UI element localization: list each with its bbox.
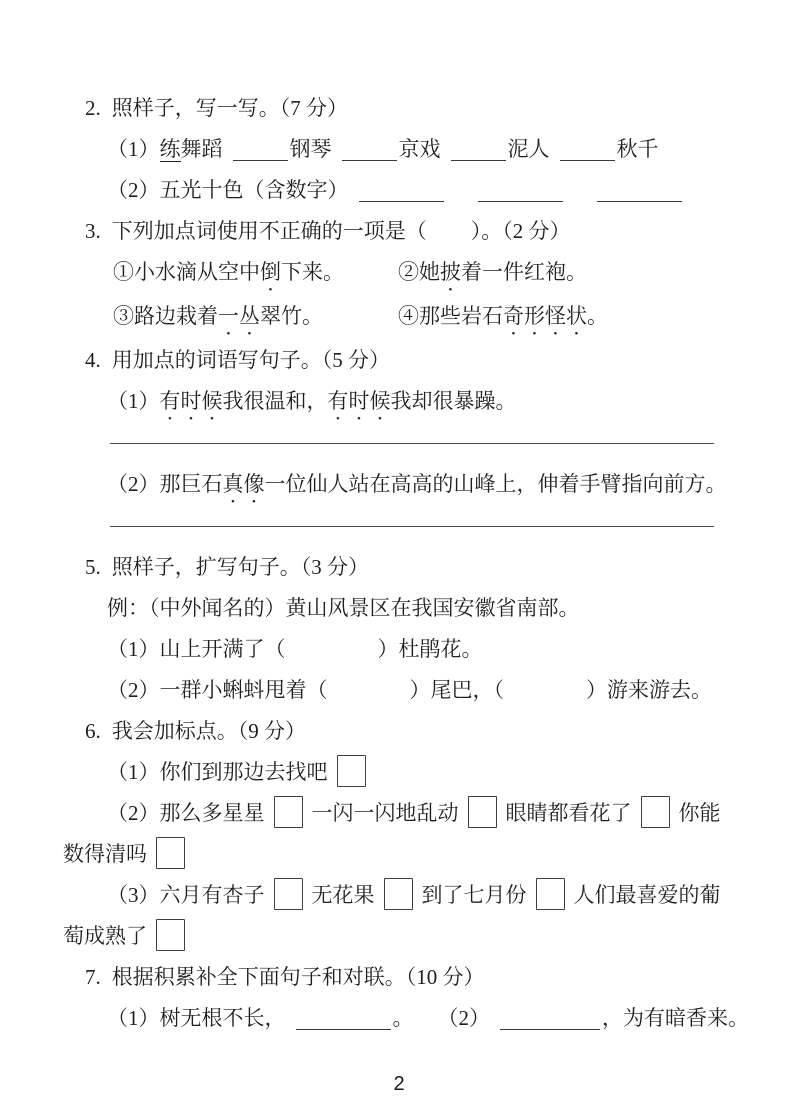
question-sub-item-line bbox=[0, 793, 798, 834]
answer-blank-line bbox=[500, 1005, 600, 1030]
text-segment: ②她 bbox=[398, 260, 440, 284]
emphasis-dotted-text: 奇形怪状 bbox=[503, 304, 587, 328]
question-sub-item-line bbox=[0, 875, 798, 916]
text-segment: （2）五光十色（含数字） bbox=[107, 178, 349, 202]
text-segment: ①小水滴从空中 bbox=[113, 260, 260, 284]
question-title-line bbox=[0, 340, 798, 381]
option-cell bbox=[113, 252, 398, 296]
paren-answer-gap bbox=[446, 187, 468, 197]
text-segment: 例：（中外闻名的）黄山风景区在我国安徽省南部。 bbox=[107, 596, 580, 620]
option-cell bbox=[113, 296, 398, 340]
text-segment: 到了七月份 bbox=[421, 883, 527, 907]
question-sub-item-line bbox=[0, 129, 798, 170]
text-segment: 我很温和， bbox=[222, 389, 328, 413]
text-segment: 数得清吗 bbox=[63, 842, 147, 866]
text-segment: （1） bbox=[107, 389, 160, 413]
question-sub-item-line bbox=[0, 464, 798, 508]
question-sub-item-line bbox=[0, 381, 798, 425]
punctuation-answer-box bbox=[156, 919, 185, 951]
text-segment: （2）一群小蝌蚪甩着（ bbox=[107, 678, 328, 702]
question-number: 5. bbox=[85, 555, 101, 579]
handwriting-answer-rule bbox=[110, 508, 714, 527]
text-segment: ）尾巴，（ bbox=[409, 678, 504, 702]
punctuation-answer-box bbox=[641, 796, 670, 828]
answer-blank-line bbox=[478, 177, 563, 202]
emphasis-dotted-text: 真像 bbox=[222, 472, 265, 496]
question-title-line bbox=[0, 211, 798, 252]
text-segment: 翠竹。 bbox=[260, 304, 323, 328]
punctuation-answer-box bbox=[337, 755, 366, 787]
punctuation-answer-box bbox=[156, 837, 185, 869]
paren-answer-gap bbox=[328, 687, 410, 697]
paren-answer-gap bbox=[414, 1015, 438, 1025]
answer-blank-line bbox=[359, 177, 444, 202]
question-sub-item-line bbox=[0, 629, 798, 670]
text-segment: （1）树无根不长， bbox=[107, 1006, 286, 1030]
question-sub-item-line bbox=[0, 670, 798, 711]
text-segment: 下列加点词使用不正确的一项是（ bbox=[111, 219, 427, 243]
question-title-line bbox=[0, 957, 798, 998]
question-number: 4. bbox=[85, 348, 101, 372]
worksheet-body bbox=[0, 88, 798, 1039]
wrapped-continuation-line bbox=[0, 834, 798, 875]
question-number: 7. bbox=[85, 965, 101, 989]
text-segment: 。 bbox=[587, 304, 608, 328]
question-title-line bbox=[0, 547, 798, 588]
answer-blank-line bbox=[296, 1005, 391, 1030]
text-segment: （1） bbox=[107, 137, 160, 161]
page-number: 2 bbox=[393, 1073, 405, 1095]
option-row bbox=[0, 296, 798, 340]
option-cell bbox=[398, 252, 587, 296]
answer-blank-line bbox=[342, 136, 397, 161]
text-segment: 泥人 bbox=[507, 137, 550, 161]
punctuation-answer-box bbox=[536, 878, 565, 910]
punctuation-answer-box bbox=[274, 878, 303, 910]
text-segment: 秋千 bbox=[616, 137, 659, 161]
text-segment: 用加点的词语写句子。（5 分） bbox=[111, 348, 390, 372]
text-segment: 照样子，扩写句子。（3 分） bbox=[111, 555, 369, 579]
text-segment: 一闪一闪地乱动 bbox=[311, 801, 459, 825]
text-segment: ）杜鹃花。 bbox=[377, 637, 483, 661]
question-number: 6. bbox=[85, 719, 101, 743]
question-sub-item-line bbox=[0, 170, 798, 211]
text-segment: 人们最喜爱的葡 bbox=[573, 883, 721, 907]
handwriting-answer-rule bbox=[110, 425, 714, 444]
text-segment: 着一件红袍。 bbox=[461, 260, 587, 284]
text-segment: ）游来游去。 bbox=[586, 678, 712, 702]
emphasis-dotted-text: 有时候 bbox=[327, 389, 391, 413]
option-row bbox=[0, 252, 798, 296]
text-segment: ④那些岩石 bbox=[398, 304, 503, 328]
question-number: 2. bbox=[85, 96, 101, 120]
paren-answer-gap bbox=[427, 228, 471, 238]
emphasis-dotted-text: 倒 bbox=[260, 260, 281, 284]
underlined-example-text: 练 bbox=[159, 137, 181, 161]
wrapped-continuation-line bbox=[0, 916, 798, 957]
paren-answer-gap bbox=[565, 187, 587, 197]
text-segment: 下来。 bbox=[281, 260, 344, 284]
text-segment: （2） bbox=[437, 1006, 490, 1030]
question-sub-item-line bbox=[0, 588, 798, 629]
text-segment: 萄成熟了 bbox=[63, 924, 147, 948]
option-cell bbox=[398, 296, 608, 340]
paren-answer-gap bbox=[286, 646, 378, 656]
text-segment: 。 bbox=[392, 1006, 414, 1030]
emphasis-dotted-text: 一丛 bbox=[218, 304, 260, 328]
text-segment: 眼睛都看花了 bbox=[505, 801, 632, 825]
text-segment: ）。（2 分） bbox=[470, 219, 571, 243]
text-segment: 舞蹈 bbox=[180, 137, 223, 161]
answer-blank-line bbox=[451, 136, 506, 161]
text-segment: 根据积累补全下面句子和对联。（10 分） bbox=[111, 965, 485, 989]
answer-blank-line bbox=[597, 177, 682, 202]
punctuation-answer-box bbox=[274, 796, 303, 828]
text-segment: 钢琴 bbox=[289, 137, 332, 161]
text-segment: 一位仙人站在高高的山峰上，伸着手臂指向前方。 bbox=[264, 472, 727, 496]
question-title-line bbox=[0, 711, 798, 752]
paren-answer-gap bbox=[504, 687, 586, 697]
text-segment: 我却很暴躁。 bbox=[390, 389, 517, 413]
text-segment: 我会加标点。（9 分） bbox=[111, 719, 306, 743]
answer-blank-line bbox=[560, 136, 615, 161]
text-segment: 京戏 bbox=[398, 137, 441, 161]
text-segment: （2）那巨石 bbox=[107, 472, 223, 496]
text-segment: （2）那么多星星 bbox=[107, 801, 265, 825]
text-segment: ，为有暗香来。 bbox=[602, 1006, 749, 1030]
emphasis-dotted-text: 披 bbox=[440, 260, 461, 284]
punctuation-answer-box bbox=[384, 878, 413, 910]
punctuation-answer-box bbox=[468, 796, 497, 828]
text-segment: （1）山上开满了（ bbox=[107, 637, 286, 661]
text-segment: （3）六月有杏子 bbox=[107, 883, 265, 907]
question-sub-item-line bbox=[0, 752, 798, 793]
text-segment: 照样子，写一写。（7 分） bbox=[111, 96, 348, 120]
question-title-line bbox=[0, 88, 798, 129]
question-sub-item-line bbox=[0, 998, 798, 1039]
text-segment: 你能 bbox=[678, 801, 721, 825]
answer-blank-line bbox=[233, 136, 288, 161]
text-segment: （1）你们到那边去找吧 bbox=[107, 760, 328, 784]
question-number: 3. bbox=[85, 219, 101, 243]
emphasis-dotted-text: 有时候 bbox=[159, 389, 223, 413]
text-segment: 无花果 bbox=[311, 883, 375, 907]
text-segment: ③路边栽着 bbox=[113, 304, 218, 328]
